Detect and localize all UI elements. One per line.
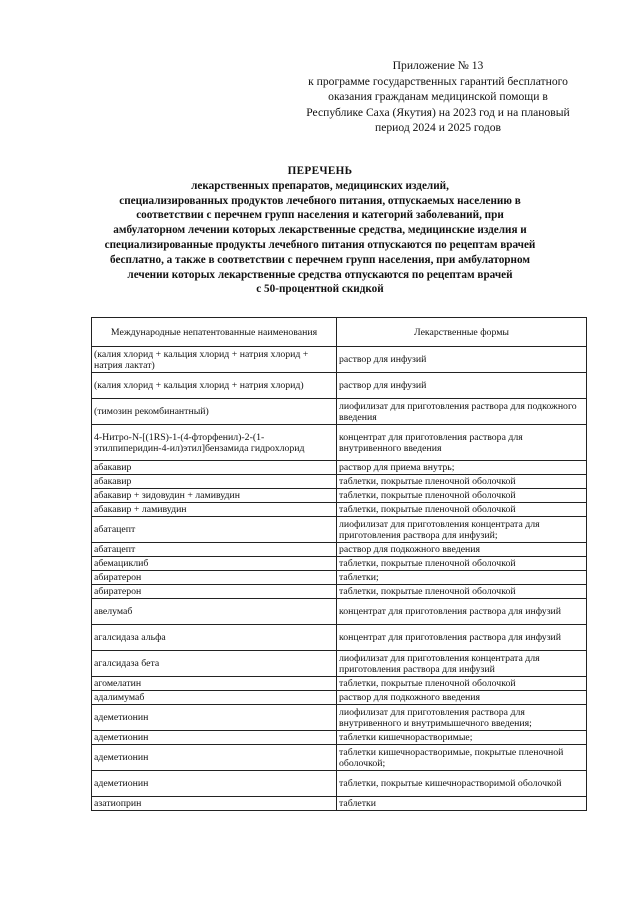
dosage-form-cell: таблетки, покрытые пленочной оболочкой xyxy=(337,489,587,503)
drug-name-cell: адеметионин xyxy=(92,771,337,797)
table-row xyxy=(92,705,587,731)
drug-name-cell: агалсидаза альфа xyxy=(92,625,337,651)
table-row xyxy=(92,585,587,599)
table-row xyxy=(92,691,587,705)
drug-name-cell: авелумаб xyxy=(92,599,337,625)
table-row xyxy=(92,475,587,489)
title-line: амбулаторном лечении которых лекарственные средства, медицинские изделия и xyxy=(113,224,527,237)
table-row xyxy=(92,347,587,373)
table-row xyxy=(92,651,587,677)
title-line: специализированные продукты лечебного питания отпускаются по рецептам врачей xyxy=(104,238,536,251)
dosage-form-cell: лиофилизат для приготовления концентрата для приготовления раствора для инфузий; xyxy=(337,517,587,543)
dosage-form-cell: таблетки кишечнорастворимые; xyxy=(337,731,587,745)
table-row xyxy=(92,625,587,651)
dosage-form-cell: раствор для инфузий xyxy=(337,347,587,373)
table-row xyxy=(92,745,587,771)
drug-name-cell: 4-Нитро-N-[(1RS)-1-(4-фторфенил)-2-(1-этилпиперидин-4-ил)этил]бензамида гидрохлорид xyxy=(92,425,337,461)
table-row xyxy=(92,489,587,503)
dosage-form-cell: таблетки, покрытые пленочной оболочкой xyxy=(337,557,587,571)
dosage-form-cell: лиофилизат для приготовления раствора для внутривенного и внутримышечного введения; xyxy=(337,705,587,731)
drug-name-cell: абиратерон xyxy=(92,571,337,585)
drug-table xyxy=(91,317,587,811)
table-row xyxy=(92,599,587,625)
drug-name-cell: адеметионин xyxy=(92,745,337,771)
table-row xyxy=(92,771,587,797)
appendix-line: Приложение № 13 xyxy=(392,59,484,72)
drug-name-cell: (калия хлорид + кальция хлорид + натрия хлорид) xyxy=(92,373,337,399)
drug-name-cell: адалимумаб xyxy=(92,691,337,705)
dosage-form-cell: таблетки, покрытые пленочной оболочкой xyxy=(337,503,587,517)
dosage-form-cell: концентрат для приготовления раствора для инфузий xyxy=(337,625,587,651)
title-line: лечении которых лекарственные средства отпускаются по рецептам врачей xyxy=(127,268,513,281)
table-row xyxy=(92,399,587,425)
dosage-form-cell: раствор для инфузий xyxy=(337,373,587,399)
title-line: с 50-процентной скидкой xyxy=(256,283,384,296)
dosage-form-cell: таблетки кишечнорастворимые, покрытые пленочной оболочкой; xyxy=(337,745,587,771)
drug-name-cell: азатиоприн xyxy=(92,797,337,811)
drug-name-cell: абакавир + зидовудин + ламивудин xyxy=(92,489,337,503)
dosage-form-cell: раствор для приема внутрь; xyxy=(337,461,587,475)
drug-name-cell: адеметионин xyxy=(92,731,337,745)
appendix-note xyxy=(268,58,608,136)
dosage-form-cell: концентрат для приготовления раствора для внутривенного введения xyxy=(337,425,587,461)
title-line: соответствии с перечнем групп населения и категорий заболеваний, при xyxy=(136,209,504,222)
appendix-line: оказания гражданам медицинской помощи в xyxy=(328,90,548,104)
dosage-form-cell: таблетки, покрытые пленочной оболочкой xyxy=(337,475,587,489)
appendix-line: Республике Саха (Якутия) на 2023 год и на плановый xyxy=(306,105,570,119)
dosage-form-cell: таблетки, покрытые кишечнорастворимой оболочкой xyxy=(337,771,587,797)
appendix-line: к программе государственных гарантий бесплатного xyxy=(308,74,568,88)
drug-name-cell: абакавир xyxy=(92,475,337,489)
table-row xyxy=(92,517,587,543)
table-row xyxy=(92,461,587,475)
dosage-form-cell: раствор для подкожного введения xyxy=(337,543,587,557)
dosage-form-cell: таблетки, покрытые пленочной оболочкой xyxy=(337,677,587,691)
table-row xyxy=(92,543,587,557)
dosage-form-cell: концентрат для приготовления раствора для инфузий xyxy=(337,599,587,625)
table-row xyxy=(92,797,587,811)
table-row xyxy=(92,503,587,517)
table-body xyxy=(92,347,587,811)
drug-name-cell: (калия хлорид + кальция хлорид + натрия хлорид + натрия лактат) xyxy=(92,347,337,373)
title-line: специализированных продуктов лечебного питания, отпускаемых населению в xyxy=(119,194,521,207)
table-row xyxy=(92,373,587,399)
drug-name-cell: абиратерон xyxy=(92,585,337,599)
drug-name-cell: абакавир xyxy=(92,461,337,475)
table-row xyxy=(92,557,587,571)
table-row xyxy=(92,677,587,691)
drug-name-cell: абакавир + ламивудин xyxy=(92,503,337,517)
drug-name-cell: адеметионин xyxy=(92,705,337,731)
title-line: бесплатно, а также в соответствии с перечнем групп населения, при амбулаторном xyxy=(110,253,530,266)
column-header-name: Международные непатентованные наименования xyxy=(92,318,337,347)
document-title xyxy=(70,164,570,297)
column-header-form: Лекарственные формы xyxy=(337,318,587,347)
dosage-form-cell: лиофилизат для приготовления раствора для подкожного введения xyxy=(337,399,587,425)
drug-name-cell: (тимозин рекомбинантный) xyxy=(92,399,337,425)
drug-name-cell: абатацепт xyxy=(92,517,337,543)
dosage-form-cell: лиофилизат для приготовления концентрата для приготовления раствора для инфузий xyxy=(337,651,587,677)
dosage-form-cell: таблетки; xyxy=(337,571,587,585)
drug-name-cell: агалсидаза бета xyxy=(92,651,337,677)
drug-name-cell: агомелатин xyxy=(92,677,337,691)
appendix-line: период 2024 и 2025 годов xyxy=(375,121,501,135)
table-row xyxy=(92,731,587,745)
drug-name-cell: абатацепт xyxy=(92,543,337,557)
dosage-form-cell: таблетки, покрытые пленочной оболочкой xyxy=(337,585,587,599)
table-header-row xyxy=(92,318,587,347)
table-row xyxy=(92,425,587,461)
drug-name-cell: абемациклиб xyxy=(92,557,337,571)
dosage-form-cell: раствор для подкожного введения xyxy=(337,691,587,705)
title-heading: ПЕРЕЧЕНЬ xyxy=(287,165,353,177)
title-line: лекарственных препаратов, медицинских изделий, xyxy=(191,179,449,192)
dosage-form-cell: таблетки xyxy=(337,797,587,811)
table-row xyxy=(92,571,587,585)
